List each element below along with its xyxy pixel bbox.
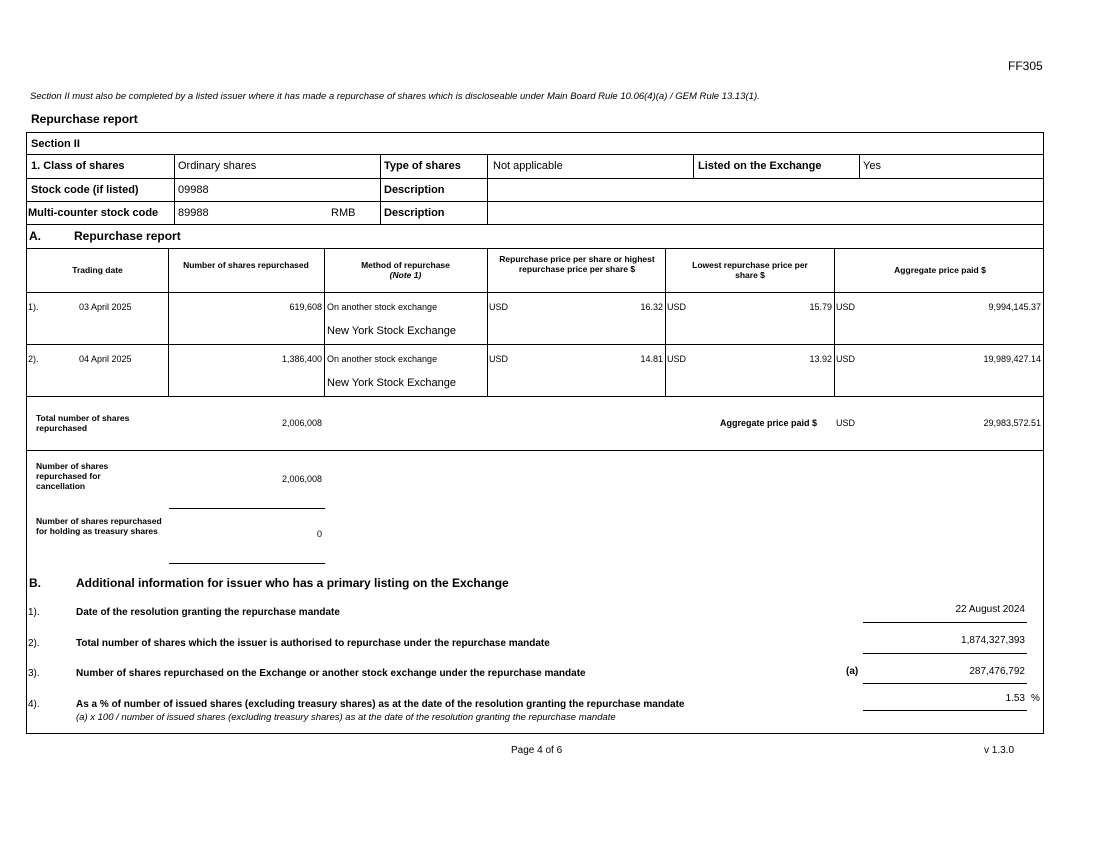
row2-method: On another stock exchange: [327, 354, 438, 364]
total-shares-value: 2,006,008: [281, 418, 322, 428]
col-aggregate-price: Aggregate price paid $: [894, 265, 986, 275]
row1-low-price: 15.79: [809, 302, 832, 312]
part-b-title: Additional information for issuer who has a primary listing on the Exchange: [76, 576, 509, 590]
part-a-letter: A.: [29, 229, 41, 243]
row2-high-price: 14.81: [640, 354, 663, 364]
col-method-note: (Note 1): [389, 270, 422, 280]
row2-agg-price: 19,989,427.14: [983, 354, 1041, 364]
total-aggregate-label: Aggregate price paid $: [720, 418, 818, 428]
row1-agg-currency: USD: [836, 302, 856, 312]
total-aggregate-value: 29,983,572.51: [983, 418, 1041, 428]
part-b-letter: B.: [29, 576, 41, 590]
b4-label: As a % of number of issued shares (excluding treasury shares) as at the date of the resolution granting the repurchase mandate: [76, 699, 685, 710]
b4-unit: %: [1031, 693, 1040, 704]
b2-index: 2).: [28, 638, 40, 649]
b4-index: 4).: [28, 699, 40, 710]
row2-number: 1,386,400: [281, 354, 322, 364]
b4-value: 1.53: [1005, 693, 1025, 704]
row2-index: 2).: [28, 354, 39, 364]
col-lowest-price: Lowest repurchase price per share $: [692, 260, 808, 280]
cancellation-label: Number of shares repurchased for cancellation: [36, 461, 109, 491]
b4-sublabel: (a) x 100 / number of issued shares (excluding treasury shares) as at the date of the resolution granting the repurchase mandate: [76, 712, 616, 723]
row2-low-price: 13.92: [809, 354, 832, 364]
report-title: Repurchase report: [31, 112, 138, 126]
section-ii-frame: [26, 132, 1044, 734]
type-of-shares-value: Not applicable: [493, 160, 563, 172]
part-a-title: Repurchase report: [74, 229, 181, 243]
cancellation-value: 2,006,008: [281, 474, 322, 484]
row1-low-currency: USD: [667, 302, 687, 312]
listed-label: Listed on the Exchange: [698, 160, 822, 172]
listed-value: Yes: [863, 160, 881, 172]
row1-exchange: New York Stock Exchange: [327, 325, 457, 337]
row1-index: 1).: [28, 302, 39, 312]
section-title: Section II: [31, 138, 80, 150]
class-of-shares-label: 1. Class of shares: [31, 160, 125, 172]
stock-code-value: 09988: [178, 184, 209, 196]
col-trading-date: Trading date: [72, 265, 123, 275]
total-shares-label: Total number of shares repurchased: [36, 413, 130, 433]
b2-value: 1,874,327,393: [961, 635, 1025, 646]
b1-value: 22 August 2024: [955, 604, 1025, 615]
b3-label: Number of shares repurchased on the Exchange or another stock exchange under the repurchase mandate: [76, 668, 586, 679]
row1-high-currency: USD: [489, 302, 509, 312]
col-method: [327, 260, 484, 280]
row2-date: 04 April 2025: [79, 354, 132, 364]
page-number: Page 4 of 6: [511, 745, 563, 756]
row2-agg-currency: USD: [836, 354, 856, 364]
total-aggregate-currency: USD: [836, 418, 856, 428]
description-label-2: Description: [384, 207, 445, 219]
version: v 1.3.0: [984, 745, 1015, 756]
row1-method: On another stock exchange: [327, 302, 438, 312]
b1-index: 1).: [28, 607, 40, 618]
row2-low-currency: USD: [667, 354, 687, 364]
description-label: Description: [384, 184, 445, 196]
row1-agg-price: 9,994,145.37: [988, 302, 1041, 312]
multi-counter-label: Multi-counter stock code: [28, 207, 159, 219]
row2-high-currency: USD: [489, 354, 509, 364]
b3-index: 3).: [28, 668, 40, 679]
class-of-shares-value: Ordinary shares: [178, 160, 257, 172]
row1-high-price: 16.32: [640, 302, 663, 312]
b1-label: Date of the resolution granting the repurchase mandate: [76, 607, 340, 618]
row1-number: 619,608: [289, 302, 322, 312]
b2-label: Total number of shares which the issuer is authorised to repurchase under the repurchase mandate: [76, 638, 550, 649]
intro-text: Section II must also be completed by a listed issuer where it has made a repurchase of shares which is discloseable under Main Board Rule 10.06(4)(a) / GEM Rule 13.13(1).: [30, 91, 760, 102]
treasury-value: 0: [316, 529, 322, 539]
multi-counter-value: 89988: [178, 207, 209, 219]
b3-tag: (a): [846, 666, 859, 677]
treasury-label: Number of shares repurchased for holding as treasury shares: [36, 516, 162, 536]
row2-exchange: New York Stock Exchange: [327, 377, 457, 389]
col-highest-price: Repurchase price per share or highest repurchase price per share $: [499, 254, 655, 274]
type-of-shares-label: Type of shares: [384, 160, 461, 172]
stock-code-label: Stock code (if listed): [31, 184, 139, 196]
col-method-label: Method of repurchase: [361, 260, 450, 270]
form-code: FF305: [1008, 59, 1043, 73]
col-number-of-shares: Number of shares repurchased: [183, 260, 309, 270]
b3-value: 287,476,792: [969, 666, 1025, 677]
multi-counter-currency: RMB: [331, 207, 356, 219]
row1-date: 03 April 2025: [79, 302, 132, 312]
